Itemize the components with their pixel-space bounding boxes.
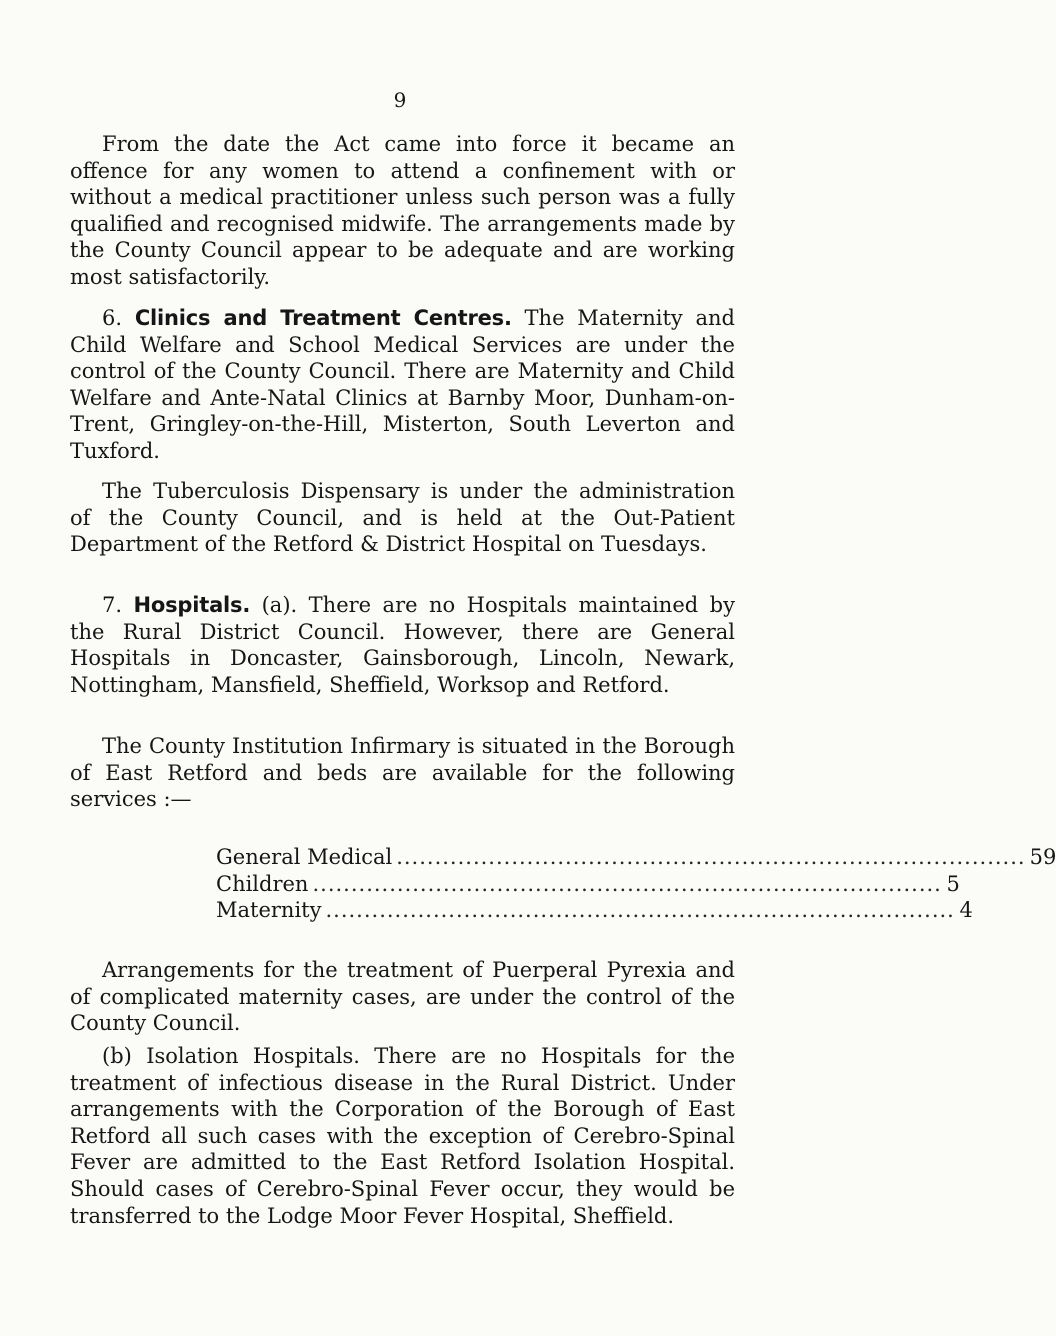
bed-service-label: General Medical [216,845,393,869]
bed-count: 59 [1029,845,1056,869]
leader-dots: .................................................................................. [396,845,1026,869]
paragraph-infirmary: The County Institution Infirmary is situated in the Borough of East Retford and beds are available for the following services :— [70,734,735,812]
hospitals-heading: Hospitals. [133,593,251,617]
paragraph-puerperal: Arrangements for the treatment of Puerperal Pyrexia and of complicated maternity cases, are under the control of the County Council. [70,958,735,1036]
leader-dots: .................................................................................. [312,871,942,896]
hospitals-text: (a). There are no Hospitals maintained by the Rural District Council. However, there are General Hospitals in Doncaster, Gainsborough, Lincoln, Newark, Nottingham, Mansfield, Sheffield, Worksop and Retford. [70,593,735,697]
bed-row [216,897,973,924]
bed-allocation-list [216,844,1056,924]
paragraph-tuberculosis: The Tuberculosis Dispensary is under the administration of the County Council, and is held at the Out-Patient Department of the Retford & District Hospital on Tuesdays. [70,479,735,557]
clinics-heading: Clinics and Treatment Centres. [134,306,512,330]
paragraph-offence: From the date the Act came into force it became an offence for any women to attend a confinement with or without a medical practitioner unless such person was a fully qualified and recognised midwife. The arrangements made by the County Council appear to be adequate and are working most satisfactorily. [70,132,735,289]
bed-row [216,844,1056,871]
clinics-text: The Maternity and Child Welfare and School Medical Services are under the control of the County Council. There are Maternity and Child Welfare and Ante-Natal Clinics at Barnby Moor, Dunham-on-Trent, Gringley-on-the-Hill, Misterton, South Leverton and Tuxford. [70,306,735,463]
page-number: 9 [393,88,407,112]
paragraph-isolation: (b) Isolation Hospitals. There are no Hospitals for the treatment of infectious disease in the Rural District. Under arrangements with the Corporation of the Borough of East Retford all such cases with the exception of Cerebro-Spinal Fever are admitted to the East Retford Isolation Hospital. Should cases of Cerebro-Spinal Fever occur, they would be transferred to the Lodge Moor Fever Hospital, Sheffield. [70,1044,735,1228]
bed-row [216,871,960,898]
bed-service-label: Children [216,871,309,896]
section-clinics [70,305,735,465]
bed-service-label: Maternity [216,898,322,923]
section-hospitals [70,592,735,698]
clinics-section-number: 6. [102,306,123,330]
hospitals-section-number: 7. [102,593,123,617]
leader-dots: .................................................................................. [325,898,955,923]
bed-count: 5 [946,871,960,896]
bed-count: 4 [959,898,973,923]
